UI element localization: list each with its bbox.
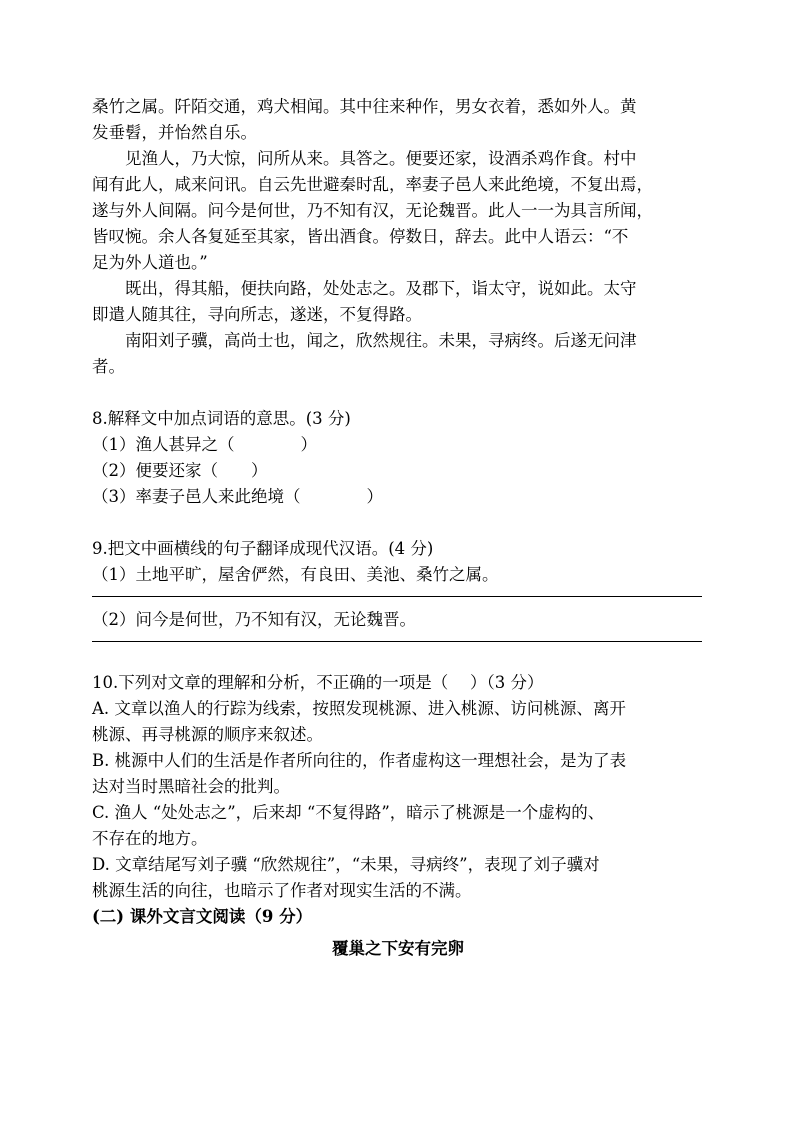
option-line: 不存在的地方。 xyxy=(92,829,208,848)
answer-line[interactable] xyxy=(92,641,702,642)
option-line: 达对当时黑暗社会的批判。 xyxy=(92,777,290,796)
question-title: 10.下列对文章的理解和分析，不正确的一项是（ ）（3 分） xyxy=(92,673,544,692)
section-heading: (二) 课外文言文阅读（9 分） xyxy=(92,907,313,926)
question-10 xyxy=(92,670,704,904)
question-8 xyxy=(92,406,704,510)
passage-line: 发垂髫，并怡然自乐。 xyxy=(92,123,257,142)
option-line: 桃源、再寻桃源的顺序来叙述。 xyxy=(92,725,323,744)
option-line: B. 桃源中人们的生活是作者所向往的，作者虚构这一理想社会，是为了表 xyxy=(92,751,627,770)
passage xyxy=(92,94,704,380)
passage-line: 皆叹惋。余人各复延至其家，皆出酒食。停数日，辞去。此中人语云：“不 xyxy=(92,227,629,246)
passage-line: 见渔人，乃大惊，问所从来。具答之。便要还家，设酒杀鸡作食。村中 xyxy=(125,149,637,168)
question-item: （2）便要还家（ ） xyxy=(92,461,268,480)
option-line: A. 文章以渔人的行踪为线索，按照发现桃源、进入桃源、访问桃源、离开 xyxy=(92,699,626,718)
passage-line: 遂与外人间隔。问今是何世，乃不知有汉，无论魏晋。此人一一为具言所闻， xyxy=(92,201,653,220)
answer-line[interactable] xyxy=(92,596,702,597)
passage-line: 者。 xyxy=(92,357,125,376)
question-title: 9.把文中画横线的句子翻译成现代汉语。(4 分) xyxy=(92,539,434,558)
question-item: （1）渔人甚异之（ ） xyxy=(92,435,317,454)
question-title: 8.解释文中加点词语的意思。(3 分) xyxy=(92,409,351,428)
question-item: （2）问今是何世，乃不知有汉，无论魏晋。 xyxy=(92,610,416,629)
question-9 xyxy=(92,536,704,642)
question-item: （1）土地平旷，屋舍俨然，有良田、美池、桑竹之属。 xyxy=(92,565,499,584)
passage-line: 即遣人随其往，寻向所志，遂迷，不复得路。 xyxy=(92,305,422,324)
option-line: 桃源生活的向往，也暗示了作者对现实生活的不满。 xyxy=(92,881,472,900)
passage-line: 足为外人道也。” xyxy=(92,253,208,272)
passage-line: 闻有此人，咸来问讯。自云先世避秦时乱，率妻子邑人来此绝境，不复出焉， xyxy=(92,175,653,194)
passage-line: 既出，得其船，便扶向路，处处志之。及郡下，诣太守，说如此。太守 xyxy=(125,279,637,298)
question-item: （3）率妻子邑人来此绝境（ ） xyxy=(92,487,383,506)
exam-page xyxy=(92,94,704,962)
passage-line: 南阳刘子骥，高尚士也，闻之，欣然规往。未果，寻病终。后遂无问津 xyxy=(125,331,637,350)
option-line: D. 文章结尾写刘子骥 “欣然规往”，“未果，寻病终”，表现了刘子骥对 xyxy=(92,855,600,874)
passage-line: 桑竹之属。阡陌交通，鸡犬相闻。其中往来种作，男女衣着，悉如外人。黄 xyxy=(92,97,637,116)
option-line: C. 渔人 “处处志之”，后来却 “不复得路”，暗示了桃源是一个虚构的、 xyxy=(92,803,605,822)
passage-title: 覆巢之下安有完卵 xyxy=(332,939,464,958)
